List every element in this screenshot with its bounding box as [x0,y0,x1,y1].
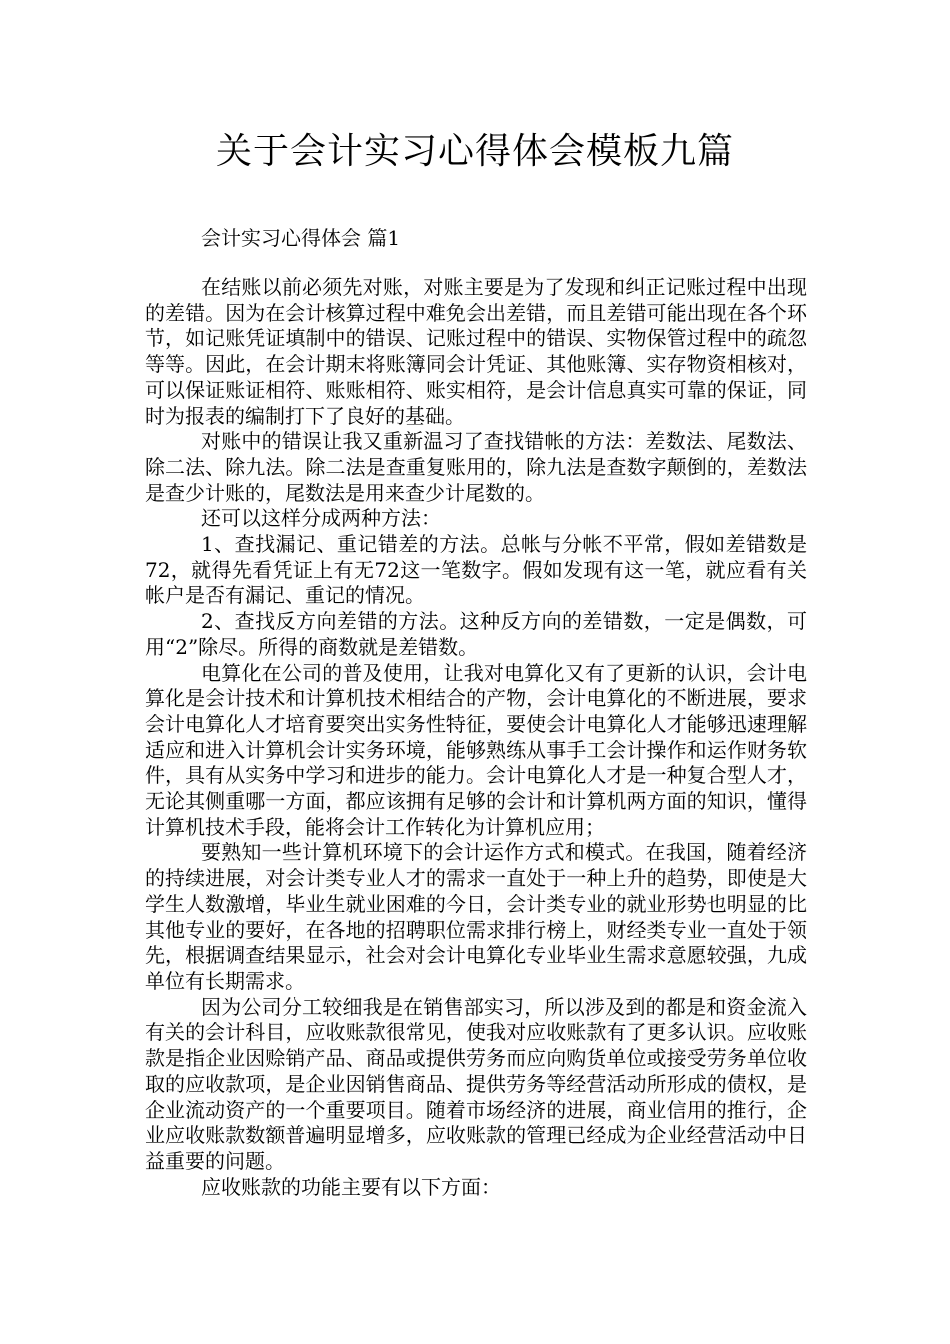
body-paragraph: 对账中的错误让我又重新温习了查找错帐的方法：差数法、尾数法、除二法、除九法。除二法是查重复账用的，除九法是查数字颠倒的，差数法是查少计账的，尾数法是用来查少计尾数的。 [145,429,807,505]
section-heading: 会计实习心得体会 篇1 [201,226,401,250]
document-body [145,275,807,1200]
body-paragraph: 在结账以前必须先对账，对账主要是为了发现和纠正记账过程中出现的差错。因为在会计核算过程中难免会出差错，而且差错可能出现在各个环节，如记账凭证填制中的错误、记账过程中的错误、实物保管过程中的疏忽等等。因此，在会计期末将账簿同会计凭证、其他账簿、实存物资相核对，可以保证账证相符、账账相符、账实相符，是会计信息真实可靠的保证，同时为报表的编制打下了良好的基础。 [145,275,807,428]
body-paragraph: 电算化在公司的普及使用，让我对电算化又有了更新的认识，会计电算化是会计技术和计算机技术相结合的产物，会计电算化的不断进展，要求会计电算化人才培育要突出实务性特征，要使会计电算化人才能够迅速理解适应和进入计算机会计实务环境，能够熟练从事手工会计操作和运作财务软件，具有从实务中学习和进步的能力。会计电算化人才是一种复合型人才，无论其侧重哪一方面，都应该拥有足够的会计和计算机两方面的知识，懂得计算机技术手段，能将会计工作转化为计算机应用； [145,660,807,839]
body-paragraph: 应收账款的功能主要有以下方面： [201,1174,501,1199]
body-paragraph: 2、查找反方向差错的方法。这种反方向的差错数，一定是偶数，可用“2”除尽。所得的商数就是差错数。 [145,609,807,659]
body-paragraph: 要熟知一些计算机环境下的会计运作方式和模式。在我国，随着经济的持续进展，对会计类专业人才的需求一直处于一种上升的趋势，即使是大学生人数激增，毕业生就业困难的今日，会计类专业的就业形势也明显的比其他专业的要好，在各地的招聘职位需求排行榜上，财经类专业一直处于领先，根据调查结果显示，社会对会计电算化专业毕业生需求意愿较强，九成单位有长期需求。 [145,840,807,993]
body-paragraph: 还可以这样分成两种方法： [201,506,441,531]
body-paragraph: 因为公司分工较细我是在销售部实习，所以涉及到的都是和资金流入有关的会计科目，应收账款很常见，使我对应收账款有了更多认识。应收账款是指企业因赊销产品、商品或提供劳务而应向购货单位或接受劳务单位收取的应收款项，是企业因销售商品、提供劳务等经营活动所形成的债权，是企业流动资产的一个重要项目。随着市场经济的进展，商业信用的推行，企业应收账款数额普遍明显增多，应收账款的管理已经成为企业经营活动中日益重要的问题。 [145,994,807,1173]
page-title: 关于会计实习心得体会模板九篇 [215,131,734,172]
body-paragraph: 1、查找漏记、重记错差的方法。总帐与分帐不平常，假如差错数是72，就得先看凭证上有无72这一笔数字。假如发现有这一笔，就应看有关帐户是否有漏记、重记的情况。 [145,532,807,608]
